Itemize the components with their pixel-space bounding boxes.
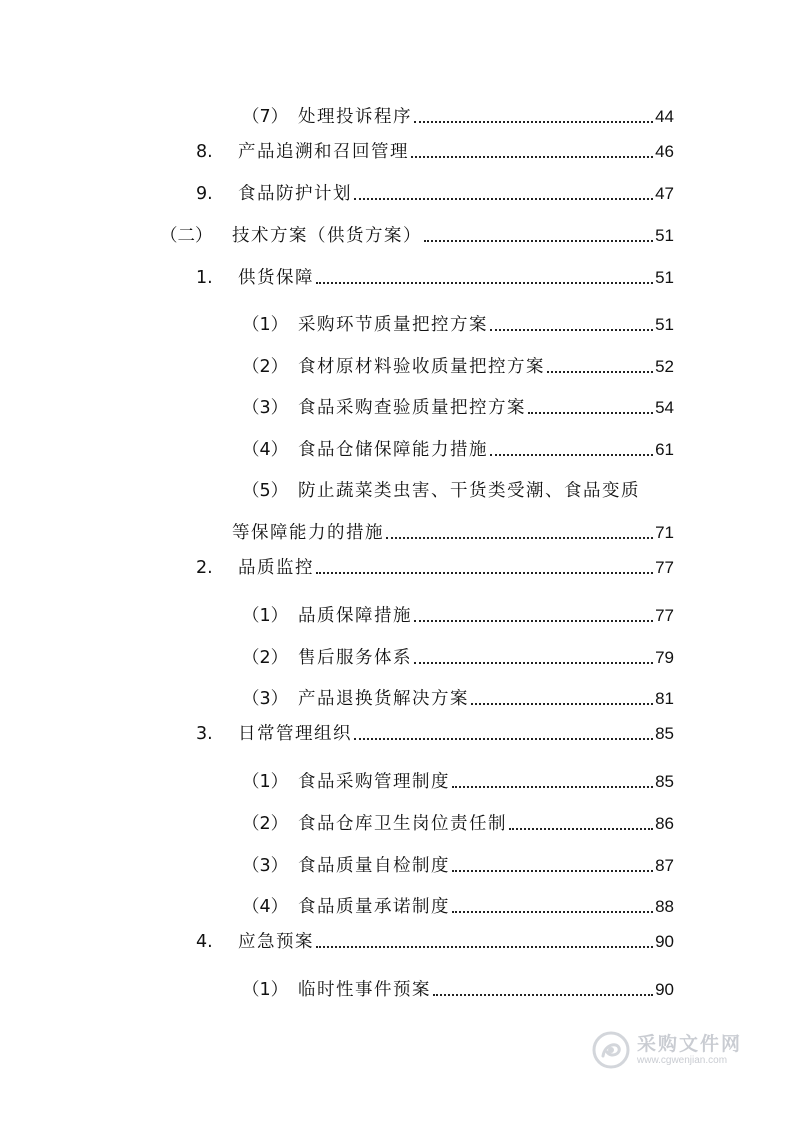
toc-title: 处理投诉程序 [298, 107, 412, 127]
toc-page-number: 77 [655, 606, 674, 625]
toc-entry[interactable] [242, 314, 674, 336]
toc-page-number: 87 [655, 856, 674, 875]
toc-page-number: 51 [655, 268, 674, 287]
toc-title: 食品采购查验质量把控方案 [298, 398, 526, 418]
toc-title: 产品退换货解决方案 [298, 689, 469, 709]
toc-page-number: 44 [655, 107, 674, 126]
site-watermark [591, 1027, 751, 1073]
toc-number: （3） [242, 856, 289, 876]
toc-title: 品质保障措施 [298, 606, 412, 626]
toc-title: 食品质量承诺制度 [298, 897, 450, 917]
toc-title: 品质监控 [238, 558, 314, 578]
toc-entry[interactable] [242, 356, 674, 378]
watermark-text [637, 1033, 742, 1067]
toc-number: （4） [242, 897, 289, 917]
toc-page-number: 54 [655, 398, 674, 417]
toc-page-number: 47 [655, 184, 674, 203]
toc-title: 食材原材料验收质量把控方案 [298, 357, 545, 377]
toc-leader-dots [316, 946, 653, 948]
toc-entry[interactable] [242, 771, 674, 793]
toc-title: 食品仓储保障能力措施 [298, 440, 488, 460]
toc-number: 8. [196, 142, 213, 162]
toc-leader-dots [354, 738, 653, 740]
toc-number: （3） [242, 398, 289, 418]
toc-number: （3） [242, 689, 289, 709]
toc-title: 临时性事件预案 [298, 980, 431, 1000]
toc-entry[interactable] [196, 141, 674, 163]
toc-number: （1） [242, 980, 289, 1000]
toc-entry-multiline-first[interactable] [242, 480, 640, 502]
toc-leader-dots [316, 572, 653, 574]
toc-leader-dots [354, 198, 653, 200]
toc-page-number: 51 [655, 226, 674, 245]
toc-number: 1. [196, 268, 213, 288]
toc-leader-dots [547, 371, 653, 373]
toc-leader-dots [490, 329, 653, 331]
toc-page-number: 90 [655, 932, 674, 951]
toc-leader-dots [490, 454, 653, 456]
toc-number: 3. [196, 724, 213, 744]
toc-title: 产品追溯和召回管理 [238, 142, 409, 162]
toc-entry[interactable] [196, 267, 674, 289]
toc-title: 技术方案（供货方案） [232, 226, 422, 246]
toc-leader-dots [433, 994, 653, 996]
toc-leader-dots [414, 662, 653, 664]
toc-title: 供货保障 [238, 268, 314, 288]
toc-page-number: 88 [655, 897, 674, 916]
toc-entry[interactable] [196, 723, 674, 745]
toc-page-number: 51 [655, 315, 674, 334]
toc-entry[interactable] [196, 557, 674, 579]
toc-page-number: 85 [655, 772, 674, 791]
toc-entry[interactable] [242, 397, 674, 419]
toc-page-number: 90 [655, 980, 674, 999]
toc-number: （5） [242, 481, 289, 501]
toc-leader-dots [509, 828, 653, 830]
toc-entry[interactable] [242, 605, 674, 627]
toc-page-number: 71 [655, 523, 674, 542]
toc-number: （2） [242, 357, 289, 377]
toc-number: （7） [242, 107, 289, 127]
toc-leader-dots [452, 870, 653, 872]
toc-page-number: 52 [655, 357, 674, 376]
toc-number: （2） [242, 814, 289, 834]
toc-entry[interactable] [242, 979, 674, 1001]
toc-entry[interactable] [242, 106, 674, 128]
toc-number: （二） [160, 226, 213, 246]
toc-leader-dots [452, 786, 653, 788]
watermark-site-url: www.cgwenjian.com [637, 1055, 728, 1066]
toc-number: （1） [242, 315, 289, 335]
watermark-logo-icon [591, 1030, 631, 1070]
toc-entry[interactable] [242, 896, 674, 918]
toc-page-number: 85 [655, 724, 674, 743]
toc-entry[interactable] [160, 225, 674, 247]
toc-title: 防止蔬菜类虫害、干货类受潮、食品变质 [298, 481, 640, 501]
toc-number: （4） [242, 440, 289, 460]
toc-number: （1） [242, 772, 289, 792]
toc-page-number: 77 [655, 558, 674, 577]
toc-title-continuation: 等保障能力的措施 [232, 523, 384, 543]
toc-title: 食品仓库卫生岗位责任制 [298, 814, 507, 834]
toc-title: 日常管理组织 [238, 724, 352, 744]
toc-leader-dots [471, 703, 653, 705]
toc-entry[interactable] [242, 439, 674, 461]
toc-title: 售后服务体系 [298, 648, 412, 668]
toc-number: 4. [196, 932, 213, 952]
toc-title: 应急预案 [238, 932, 314, 952]
toc-number: 9. [196, 184, 213, 204]
toc-entry[interactable] [196, 931, 674, 953]
toc-page-number: 46 [655, 142, 674, 161]
toc-title: 采购环节质量把控方案 [298, 315, 488, 335]
toc-page-number: 86 [655, 814, 674, 833]
toc-number: 2. [196, 558, 213, 578]
toc-leader-dots [452, 911, 653, 913]
toc-leader-dots [424, 240, 653, 242]
toc-leader-dots [411, 156, 653, 158]
toc-title: 食品采购管理制度 [298, 772, 450, 792]
toc-leader-dots [414, 121, 653, 123]
toc-leader-dots [414, 620, 653, 622]
toc-page-number: 61 [655, 440, 674, 459]
toc-leader-dots [528, 412, 653, 414]
toc-entry[interactable] [242, 813, 674, 835]
toc-title: 食品质量自检制度 [298, 856, 450, 876]
toc-leader-dots [386, 537, 653, 539]
toc-leader-dots [316, 282, 653, 284]
toc-page-number: 79 [655, 648, 674, 667]
toc-entry[interactable] [196, 183, 674, 205]
toc-number: （1） [242, 606, 289, 626]
toc-entry[interactable] [242, 688, 674, 710]
watermark-site-name: 采购文件网 [637, 1033, 743, 1055]
toc-title: 食品防护计划 [238, 184, 352, 204]
toc-entry-continuation[interactable] [232, 522, 674, 544]
toc-number: （2） [242, 648, 289, 668]
toc-entry[interactable] [242, 855, 674, 877]
toc-entry[interactable] [242, 647, 674, 669]
toc-page-number: 81 [655, 689, 674, 708]
